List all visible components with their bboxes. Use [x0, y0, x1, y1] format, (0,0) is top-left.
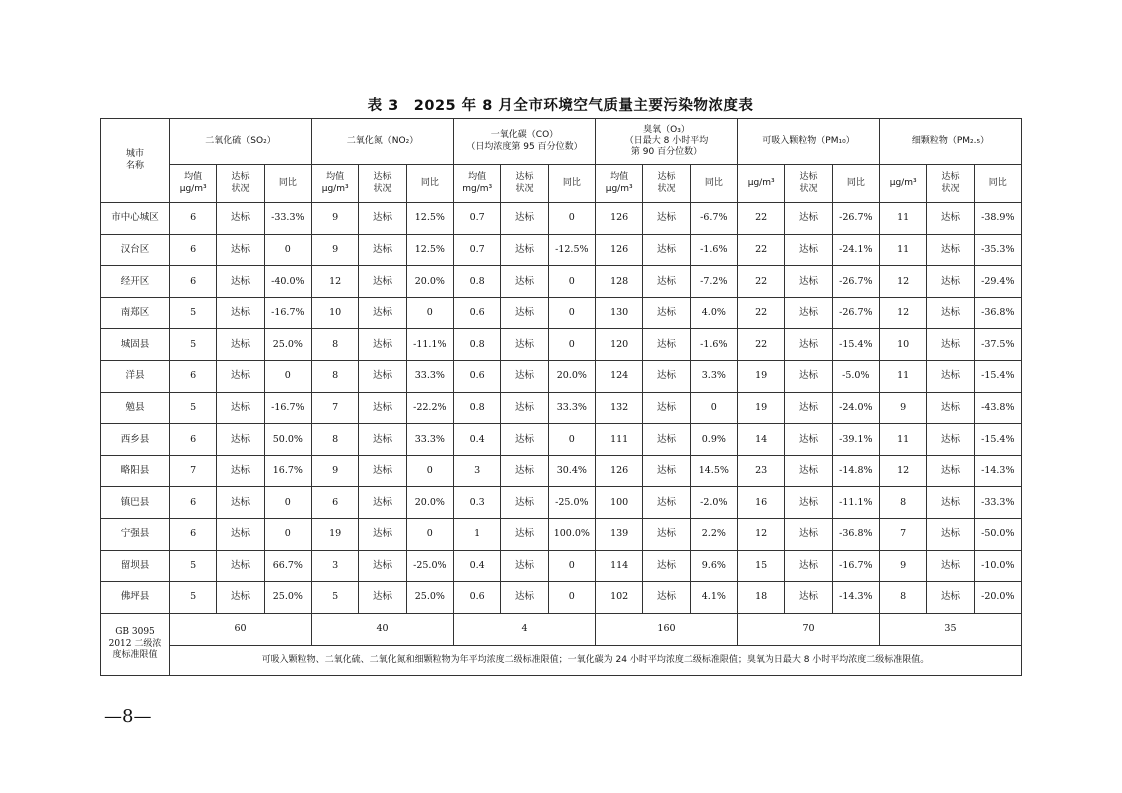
cell-o3-mean: 111: [595, 424, 642, 456]
cell-no2-status: 达标: [359, 266, 406, 298]
cell-pm10-status: 达标: [785, 424, 832, 456]
cell-pm25-yoy: -20.0%: [974, 582, 1021, 614]
cell-co-status: 达标: [501, 266, 548, 298]
cell-so2-mean: 6: [170, 360, 217, 392]
city-name: 经开区: [101, 266, 170, 298]
cell-pm10-status: 达标: [785, 234, 832, 266]
cell-pm10-yoy: -24.0%: [832, 392, 879, 424]
subheader-pm10-mean: μg/m³: [738, 165, 785, 203]
city-header: 城市 名称: [101, 119, 170, 203]
cell-so2-yoy: 25.0%: [264, 582, 311, 614]
standard-value-no2: 40: [312, 613, 454, 645]
cell-o3-yoy: 14.5%: [690, 455, 737, 487]
cell-co-mean: 0.7: [454, 234, 501, 266]
cell-pm10-yoy: -14.8%: [832, 455, 879, 487]
cell-pm10-mean: 14: [738, 424, 785, 456]
table-row: [101, 518, 1022, 550]
table-row: [101, 550, 1022, 582]
cell-pm10-status: 达标: [785, 203, 832, 235]
cell-co-status: 达标: [501, 360, 548, 392]
cell-co-mean: 0.6: [454, 297, 501, 329]
cell-co-mean: 0.4: [454, 424, 501, 456]
cell-pm25-mean: 9: [879, 550, 926, 582]
cell-no2-status: 达标: [359, 550, 406, 582]
cell-no2-yoy: 25.0%: [406, 582, 453, 614]
cell-no2-mean: 8: [312, 360, 359, 392]
cell-o3-status: 达标: [643, 392, 690, 424]
subheader-co-yoy: 同比: [548, 165, 595, 203]
cell-no2-status: 达标: [359, 582, 406, 614]
cell-co-yoy: -12.5%: [548, 234, 595, 266]
cell-co-status: 达标: [501, 487, 548, 519]
group-header-co: 一氧化碳（CO） （日均浓度第 95 百分位数）: [454, 119, 596, 165]
cell-so2-status: 达标: [217, 582, 264, 614]
cell-no2-mean: 5: [312, 582, 359, 614]
cell-pm10-status: 达标: [785, 266, 832, 298]
cell-no2-yoy: 20.0%: [406, 487, 453, 519]
cell-o3-yoy: 2.2%: [690, 518, 737, 550]
cell-pm25-status: 达标: [927, 234, 974, 266]
cell-pm25-mean: 12: [879, 455, 926, 487]
cell-co-yoy: 0: [548, 582, 595, 614]
table-row: [101, 297, 1022, 329]
subheader-pm10-yoy: 同比: [832, 165, 879, 203]
city-name: 略阳县: [101, 455, 170, 487]
cell-o3-status: 达标: [643, 582, 690, 614]
table-row: [101, 266, 1022, 298]
cell-no2-mean: 12: [312, 266, 359, 298]
cell-so2-mean: 6: [170, 266, 217, 298]
cell-o3-yoy: -2.0%: [690, 487, 737, 519]
cell-so2-yoy: 66.7%: [264, 550, 311, 582]
cell-co-yoy: 0: [548, 297, 595, 329]
cell-co-yoy: 0: [548, 329, 595, 361]
cell-no2-yoy: 0: [406, 297, 453, 329]
cell-so2-yoy: 0: [264, 518, 311, 550]
group-header-o3: 臭氧（O₃） （日最大 8 小时平均 第 90 百分位数）: [595, 119, 737, 165]
cell-so2-mean: 5: [170, 550, 217, 582]
cell-pm25-yoy: -14.3%: [974, 455, 1021, 487]
cell-co-yoy: 0: [548, 550, 595, 582]
cell-no2-yoy: -11.1%: [406, 329, 453, 361]
cell-so2-yoy: 0: [264, 234, 311, 266]
subheader-so2-status: 达标 状况: [217, 165, 264, 203]
city-name: 宁强县: [101, 518, 170, 550]
cell-no2-yoy: -25.0%: [406, 550, 453, 582]
cell-no2-status: 达标: [359, 234, 406, 266]
cell-so2-status: 达标: [217, 392, 264, 424]
city-name: 佛坪县: [101, 582, 170, 614]
cell-no2-status: 达标: [359, 518, 406, 550]
standard-note: 可吸入颗粒物、二氧化硫、二氧化氮和细颗粒物为年平均浓度二级标准限值；一氧化碳为 24 小时平均浓度二级标准限值；臭氧为日最大 8 小时平均浓度二级标准限值。: [170, 645, 1022, 675]
table-row: [101, 455, 1022, 487]
cell-no2-status: 达标: [359, 360, 406, 392]
cell-pm10-yoy: -36.8%: [832, 518, 879, 550]
cell-pm25-mean: 9: [879, 392, 926, 424]
table-row: [101, 234, 1022, 266]
cell-pm25-yoy: -36.8%: [974, 297, 1021, 329]
cell-o3-yoy: 4.0%: [690, 297, 737, 329]
cell-co-status: 达标: [501, 297, 548, 329]
cell-co-yoy: 100.0%: [548, 518, 595, 550]
cell-pm10-mean: 12: [738, 518, 785, 550]
cell-so2-status: 达标: [217, 424, 264, 456]
subheader-o3-yoy: 同比: [690, 165, 737, 203]
subheader-no2-yoy: 同比: [406, 165, 453, 203]
cell-pm25-yoy: -35.3%: [974, 234, 1021, 266]
cell-co-yoy: -25.0%: [548, 487, 595, 519]
standard-label: GB 3095 2012 二级浓 度标准限值: [101, 613, 170, 675]
cell-pm10-mean: 22: [738, 203, 785, 235]
city-name: 西乡县: [101, 424, 170, 456]
cell-pm10-mean: 18: [738, 582, 785, 614]
cell-co-status: 达标: [501, 329, 548, 361]
cell-pm10-status: 达标: [785, 582, 832, 614]
cell-co-status: 达标: [501, 550, 548, 582]
cell-co-yoy: 0: [548, 266, 595, 298]
cell-no2-status: 达标: [359, 297, 406, 329]
cell-so2-status: 达标: [217, 360, 264, 392]
cell-o3-mean: 102: [595, 582, 642, 614]
group-header-pm25: 细颗粒物（PM₂.₅）: [879, 119, 1021, 165]
cell-pm25-status: 达标: [927, 329, 974, 361]
group-header-no2: 二氧化氮（NO₂）: [312, 119, 454, 165]
cell-co-mean: 0.6: [454, 360, 501, 392]
cell-so2-status: 达标: [217, 203, 264, 235]
cell-no2-yoy: 0: [406, 518, 453, 550]
cell-pm25-status: 达标: [927, 203, 974, 235]
cell-pm25-status: 达标: [927, 582, 974, 614]
subheader-so2-mean: 均值 μg/m³: [170, 165, 217, 203]
cell-co-mean: 3: [454, 455, 501, 487]
table-row: [101, 487, 1022, 519]
cell-pm25-status: 达标: [927, 266, 974, 298]
cell-o3-status: 达标: [643, 487, 690, 519]
cell-o3-status: 达标: [643, 266, 690, 298]
cell-pm25-mean: 12: [879, 297, 926, 329]
cell-o3-mean: 130: [595, 297, 642, 329]
cell-pm25-mean: 10: [879, 329, 926, 361]
cell-so2-status: 达标: [217, 455, 264, 487]
subheader-no2-mean: 均值 μg/m³: [312, 165, 359, 203]
cell-so2-mean: 6: [170, 487, 217, 519]
cell-no2-status: 达标: [359, 424, 406, 456]
cell-o3-mean: 126: [595, 203, 642, 235]
cell-so2-yoy: -40.0%: [264, 266, 311, 298]
cell-so2-status: 达标: [217, 329, 264, 361]
cell-no2-yoy: 20.0%: [406, 266, 453, 298]
city-name: 南郑区: [101, 297, 170, 329]
cell-pm10-mean: 15: [738, 550, 785, 582]
cell-no2-yoy: 33.3%: [406, 360, 453, 392]
city-name: 市中心城区: [101, 203, 170, 235]
cell-no2-mean: 9: [312, 234, 359, 266]
cell-so2-mean: 6: [170, 203, 217, 235]
group-header-pm10: 可吸入颗粒物（PM₁₀）: [738, 119, 880, 165]
cell-so2-yoy: 25.0%: [264, 329, 311, 361]
cell-co-status: 达标: [501, 392, 548, 424]
cell-co-yoy: 20.0%: [548, 360, 595, 392]
cell-o3-yoy: -6.7%: [690, 203, 737, 235]
cell-o3-mean: 114: [595, 550, 642, 582]
cell-pm10-status: 达标: [785, 487, 832, 519]
cell-o3-status: 达标: [643, 297, 690, 329]
cell-o3-mean: 132: [595, 392, 642, 424]
cell-no2-status: 达标: [359, 203, 406, 235]
cell-co-status: 达标: [501, 455, 548, 487]
cell-co-yoy: 30.4%: [548, 455, 595, 487]
cell-so2-mean: 5: [170, 582, 217, 614]
cell-pm25-yoy: -38.9%: [974, 203, 1021, 235]
cell-no2-mean: 10: [312, 297, 359, 329]
cell-o3-status: 达标: [643, 518, 690, 550]
cell-no2-yoy: 33.3%: [406, 424, 453, 456]
subheader-co-mean: 均值 mg/m³: [454, 165, 501, 203]
cell-co-mean: 0.7: [454, 203, 501, 235]
cell-pm25-mean: 11: [879, 360, 926, 392]
cell-o3-yoy: 0: [690, 392, 737, 424]
cell-o3-mean: 124: [595, 360, 642, 392]
table-row: [101, 424, 1022, 456]
cell-so2-status: 达标: [217, 266, 264, 298]
cell-co-mean: 0.8: [454, 392, 501, 424]
cell-co-mean: 0.8: [454, 329, 501, 361]
cell-no2-status: 达标: [359, 487, 406, 519]
table-row: [101, 329, 1022, 361]
cell-no2-yoy: 12.5%: [406, 234, 453, 266]
cell-pm10-mean: 23: [738, 455, 785, 487]
cell-pm25-status: 达标: [927, 424, 974, 456]
page-number: —8—: [104, 706, 152, 727]
cell-so2-status: 达标: [217, 487, 264, 519]
cell-pm25-status: 达标: [927, 360, 974, 392]
cell-co-status: 达标: [501, 518, 548, 550]
cell-pm10-yoy: -24.1%: [832, 234, 879, 266]
cell-so2-status: 达标: [217, 297, 264, 329]
cell-pm25-mean: 8: [879, 582, 926, 614]
cell-pm10-yoy: -39.1%: [832, 424, 879, 456]
subheader-o3-mean: 均值 μg/m³: [595, 165, 642, 203]
cell-co-status: 达标: [501, 582, 548, 614]
cell-no2-status: 达标: [359, 329, 406, 361]
subheader-co-status: 达标 状况: [501, 165, 548, 203]
subheader-pm25-yoy: 同比: [974, 165, 1021, 203]
subheader-pm25-status: 达标 状况: [927, 165, 974, 203]
standard-value-pm25: 35: [879, 613, 1021, 645]
cell-pm10-status: 达标: [785, 455, 832, 487]
cell-pm10-yoy: -14.3%: [832, 582, 879, 614]
standard-value-pm10: 70: [738, 613, 880, 645]
cell-pm10-mean: 19: [738, 360, 785, 392]
cell-co-mean: 0.3: [454, 487, 501, 519]
table-row: [101, 392, 1022, 424]
cell-co-mean: 0.4: [454, 550, 501, 582]
cell-pm25-status: 达标: [927, 487, 974, 519]
cell-co-status: 达标: [501, 234, 548, 266]
cell-so2-yoy: 16.7%: [264, 455, 311, 487]
subheader-so2-yoy: 同比: [264, 165, 311, 203]
subheader-pm25-mean: μg/m³: [879, 165, 926, 203]
cell-pm10-mean: 19: [738, 392, 785, 424]
cell-so2-yoy: 0: [264, 360, 311, 392]
cell-pm25-status: 达标: [927, 455, 974, 487]
cell-pm10-yoy: -16.7%: [832, 550, 879, 582]
cell-pm25-mean: 11: [879, 424, 926, 456]
cell-pm25-mean: 11: [879, 234, 926, 266]
cell-o3-status: 达标: [643, 424, 690, 456]
cell-o3-yoy: 3.3%: [690, 360, 737, 392]
cell-so2-mean: 6: [170, 518, 217, 550]
cell-pm10-status: 达标: [785, 297, 832, 329]
cell-co-yoy: 33.3%: [548, 392, 595, 424]
cell-no2-mean: 8: [312, 329, 359, 361]
cell-pm10-yoy: -15.4%: [832, 329, 879, 361]
cell-no2-yoy: 12.5%: [406, 203, 453, 235]
cell-pm25-status: 达标: [927, 550, 974, 582]
subheader-o3-status: 达标 状况: [643, 165, 690, 203]
cell-so2-mean: 5: [170, 329, 217, 361]
cell-o3-mean: 139: [595, 518, 642, 550]
cell-so2-mean: 5: [170, 392, 217, 424]
cell-o3-yoy: 4.1%: [690, 582, 737, 614]
cell-co-yoy: 0: [548, 203, 595, 235]
cell-so2-yoy: -33.3%: [264, 203, 311, 235]
pollutant-table: [100, 118, 1022, 676]
cell-o3-mean: 128: [595, 266, 642, 298]
table-row: [101, 203, 1022, 235]
cell-pm25-yoy: -37.5%: [974, 329, 1021, 361]
cell-o3-mean: 126: [595, 234, 642, 266]
cell-o3-status: 达标: [643, 234, 690, 266]
city-name: 勉县: [101, 392, 170, 424]
subheader-pm10-status: 达标 状况: [785, 165, 832, 203]
cell-pm25-yoy: -29.4%: [974, 266, 1021, 298]
cell-pm10-yoy: -26.7%: [832, 266, 879, 298]
cell-so2-status: 达标: [217, 234, 264, 266]
cell-pm25-yoy: -43.8%: [974, 392, 1021, 424]
cell-no2-yoy: -22.2%: [406, 392, 453, 424]
cell-so2-mean: 6: [170, 424, 217, 456]
cell-co-mean: 0.6: [454, 582, 501, 614]
cell-so2-mean: 6: [170, 234, 217, 266]
cell-no2-status: 达标: [359, 392, 406, 424]
cell-so2-status: 达标: [217, 518, 264, 550]
cell-no2-mean: 9: [312, 203, 359, 235]
table-title: 表 3 2025 年 8 月全市环境空气质量主要污染物浓度表: [367, 98, 754, 114]
cell-pm10-yoy: -5.0%: [832, 360, 879, 392]
cell-pm25-yoy: -50.0%: [974, 518, 1021, 550]
cell-so2-yoy: 50.0%: [264, 424, 311, 456]
cell-o3-yoy: -7.2%: [690, 266, 737, 298]
standard-value-o3: 160: [595, 613, 737, 645]
cell-pm10-mean: 22: [738, 297, 785, 329]
cell-o3-status: 达标: [643, 203, 690, 235]
cell-pm25-yoy: -15.4%: [974, 424, 1021, 456]
cell-co-status: 达标: [501, 203, 548, 235]
standard-value-co: 4: [454, 613, 596, 645]
city-name: 洋县: [101, 360, 170, 392]
cell-no2-mean: 9: [312, 455, 359, 487]
cell-pm25-mean: 8: [879, 487, 926, 519]
cell-o3-yoy: -1.6%: [690, 234, 737, 266]
cell-pm10-yoy: -26.7%: [832, 203, 879, 235]
cell-no2-mean: 8: [312, 424, 359, 456]
cell-so2-yoy: -16.7%: [264, 297, 311, 329]
cell-o3-status: 达标: [643, 550, 690, 582]
cell-no2-mean: 19: [312, 518, 359, 550]
cell-so2-mean: 7: [170, 455, 217, 487]
cell-pm25-mean: 12: [879, 266, 926, 298]
group-header-so2: 二氧化硫（SO₂）: [170, 119, 312, 165]
cell-no2-mean: 6: [312, 487, 359, 519]
city-name: 城固县: [101, 329, 170, 361]
cell-pm10-yoy: -26.7%: [832, 297, 879, 329]
cell-pm10-status: 达标: [785, 518, 832, 550]
cell-o3-yoy: -1.6%: [690, 329, 737, 361]
city-name: 镇巴县: [101, 487, 170, 519]
cell-o3-yoy: 0.9%: [690, 424, 737, 456]
cell-pm10-yoy: -11.1%: [832, 487, 879, 519]
cell-pm10-mean: 22: [738, 329, 785, 361]
cell-pm25-yoy: -10.0%: [974, 550, 1021, 582]
cell-pm10-status: 达标: [785, 360, 832, 392]
cell-co-mean: 1: [454, 518, 501, 550]
cell-pm25-status: 达标: [927, 297, 974, 329]
subheader-no2-status: 达标 状况: [359, 165, 406, 203]
cell-o3-status: 达标: [643, 329, 690, 361]
cell-pm10-mean: 16: [738, 487, 785, 519]
cell-o3-status: 达标: [643, 360, 690, 392]
cell-pm25-yoy: -15.4%: [974, 360, 1021, 392]
cell-pm25-status: 达标: [927, 518, 974, 550]
cell-no2-mean: 3: [312, 550, 359, 582]
cell-so2-yoy: 0: [264, 487, 311, 519]
cell-pm25-status: 达标: [927, 392, 974, 424]
cell-pm25-yoy: -33.3%: [974, 487, 1021, 519]
cell-co-mean: 0.8: [454, 266, 501, 298]
cell-pm25-mean: 7: [879, 518, 926, 550]
cell-pm10-status: 达标: [785, 392, 832, 424]
cell-o3-mean: 100: [595, 487, 642, 519]
city-name: 留坝县: [101, 550, 170, 582]
table-row: [101, 582, 1022, 614]
city-name: 汉台区: [101, 234, 170, 266]
cell-pm10-status: 达标: [785, 329, 832, 361]
cell-pm10-status: 达标: [785, 550, 832, 582]
cell-pm10-mean: 22: [738, 266, 785, 298]
cell-so2-status: 达标: [217, 550, 264, 582]
standard-value-so2: 60: [170, 613, 312, 645]
cell-o3-status: 达标: [643, 455, 690, 487]
cell-so2-mean: 5: [170, 297, 217, 329]
cell-no2-mean: 7: [312, 392, 359, 424]
cell-no2-status: 达标: [359, 455, 406, 487]
cell-o3-mean: 120: [595, 329, 642, 361]
cell-co-yoy: 0: [548, 424, 595, 456]
cell-no2-yoy: 0: [406, 455, 453, 487]
cell-so2-yoy: -16.7%: [264, 392, 311, 424]
cell-co-status: 达标: [501, 424, 548, 456]
cell-o3-yoy: 9.6%: [690, 550, 737, 582]
cell-pm25-mean: 11: [879, 203, 926, 235]
table-row: [101, 360, 1022, 392]
cell-pm10-mean: 22: [738, 234, 785, 266]
cell-o3-mean: 126: [595, 455, 642, 487]
